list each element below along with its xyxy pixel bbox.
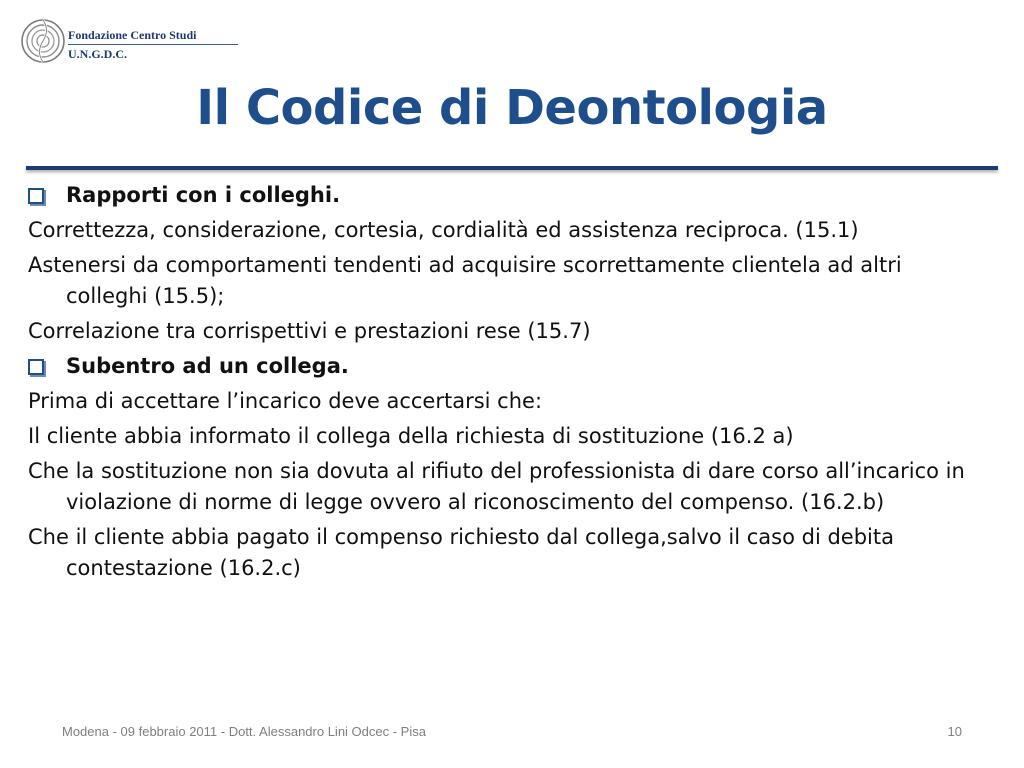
paragraph: Astenersi da comportamenti tendenti ad acquisire scorrettamente clientela ad altri colleghi (15.5); — [28, 253, 902, 308]
logo-divider — [68, 44, 238, 45]
paragraph: Correlazione tra corrispettivi e prestazioni rese (15.7) — [28, 319, 591, 343]
spiral-logo-icon — [20, 18, 66, 64]
paragraph: Che il cliente abbia pagato il compenso richiesto dal collega,salvo il caso di debita contestazione (16.2.c) — [28, 525, 894, 580]
bullet-heading — [28, 351, 978, 382]
bullet-heading-text: Subentro ad un collega. — [66, 354, 349, 378]
paragraph: Il cliente abbia informato il collega della richiesta di sostituzione (16.2 a) — [28, 424, 794, 448]
paragraph: Correttezza, considerazione, cortesia, cordialità ed assistenza reciproca. (15.1) — [28, 218, 859, 242]
logo-line-1: Fondazione Centro Studi — [68, 28, 197, 42]
footer-text: Modena - 09 febbraio 2011 - Dott. Alessandro Lini Odcec - Pisa — [62, 724, 426, 739]
logo — [20, 18, 230, 68]
paragraph: Prima di accettare l’incarico deve accertarsi che: — [28, 389, 543, 413]
title-divider — [26, 166, 998, 170]
bullet-heading — [28, 180, 978, 211]
logo-line-2: U.N.G.D.C. — [68, 47, 127, 61]
slide-title: Il Codice di Deontologia — [196, 80, 828, 136]
checkbox-bullet-icon — [28, 359, 44, 375]
paragraph: Che la sostituzione non sia dovuta al rifiuto del professionista di dare corso all’incarico in violazione di norme di legge ovvero al riconoscimento del compenso. (16.2.b) — [28, 459, 965, 514]
page-number: 10 — [947, 724, 962, 739]
slide-body — [28, 180, 978, 588]
checkbox-bullet-icon — [28, 188, 44, 204]
bullet-heading-text: Rapporti con i colleghi. — [66, 183, 341, 207]
